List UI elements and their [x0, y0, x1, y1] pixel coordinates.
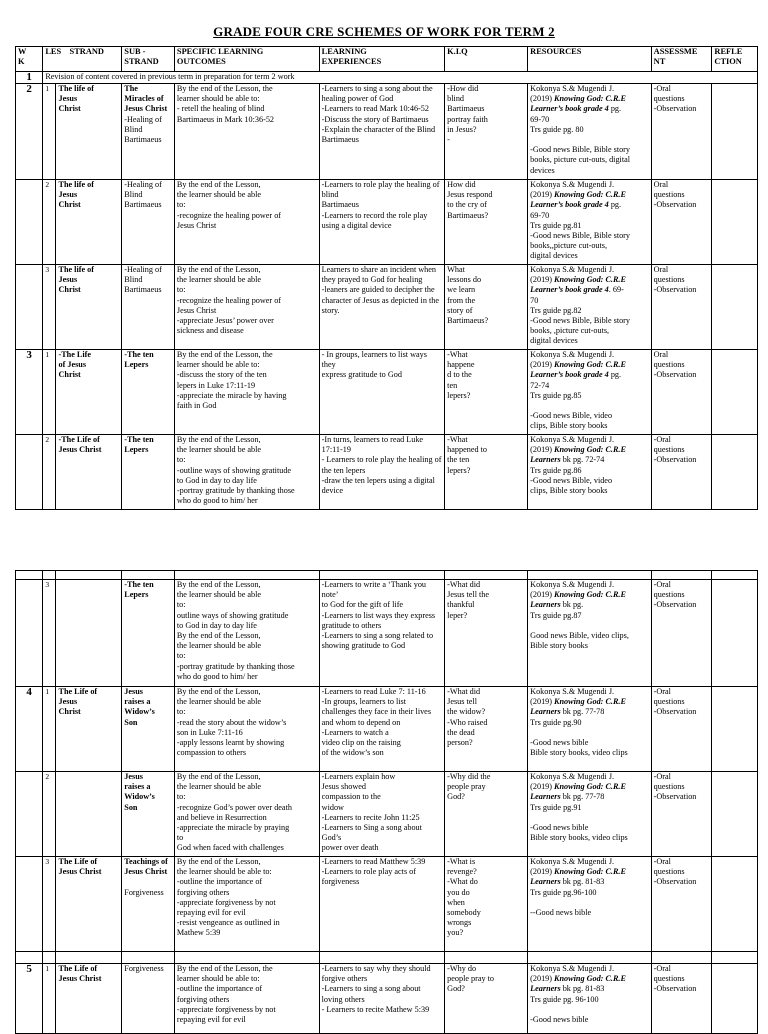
reflection-cell [712, 857, 758, 952]
lesson-number: 3 [43, 580, 56, 687]
resources-author: Kokonya S.& Mugendi J. (2019) [530, 580, 615, 600]
resources-cell [528, 265, 651, 350]
resources-author: Kokonya S.& Mugendi J. (2019) [530, 84, 615, 104]
week-number [16, 180, 43, 265]
learning-experiences-cell: -Learners explain how Jesus showed compassion to the widow -Learners to recite John 11:25 -Learners to Sing a song about God’s power over death [319, 772, 445, 857]
substrand-text: -Healing of Blind Bartimaeus [124, 180, 162, 210]
lesson-number: 1 [43, 964, 56, 1034]
week-number: 3 [16, 350, 43, 435]
header-wk: W K [16, 47, 43, 72]
header-kiq: K.I.Q [445, 47, 528, 72]
resources-book-title: Knowing God: C.R.E Learners [530, 974, 626, 994]
assessment-cell: Oral questions -Observation [651, 265, 712, 350]
strand-cell [56, 580, 122, 687]
kiq-cell: -What did Jesus tell the widow? -Who raised the dead person? [445, 687, 528, 772]
kiq-cell: -Why did the people pray God? [445, 772, 528, 857]
header-substrand: SUB - STRAND [122, 47, 175, 72]
substrand-cell [122, 180, 175, 265]
learning-outcomes-cell: By the end of the Lesson, the learner should be able to: - retell the healing of blind Bartimaeus in Mark 10:36-52 [174, 84, 319, 180]
resources-book-title: Knowing God: C.R.E Learner’s book grade 4 [530, 360, 626, 380]
learning-outcomes-cell: By the end of the Lesson, the learner should be able to: -recognize God’s power over death and believe in Resurrection -appreciate the miracle by praying to God when faced with challenges [174, 772, 319, 857]
substrand-text: -Healing of Blind Bartimaeus [124, 265, 162, 295]
document-title: GRADE FOUR CRE SCHEMES OF WORK FOR TERM 2 [213, 24, 555, 39]
header-reflection: REFLE CTION [712, 47, 758, 72]
learning-experiences-cell: - In groups, learners to list ways they express gratitude to God [319, 350, 445, 435]
resources-book-title: Knowing God: C.R.E Learners [530, 782, 626, 802]
learning-experiences-cell: -Learners to say why they should forgive others -Learners to sing a song about loving others - Learners to recite Mathew 5:39 [319, 964, 445, 1034]
substrand-cell [122, 857, 175, 952]
week-number [16, 772, 43, 857]
kiq-cell: -What is revenge? -What do you do when somebody wrongs you? [445, 857, 528, 952]
assessment-cell: -Oral questions -Observation [651, 687, 712, 772]
assessment-cell: -Oral questions -Observation [651, 435, 712, 510]
assessment-cell: -Oral questions -Observation [651, 580, 712, 687]
assessment-cell: -Oral questions -Observation [651, 857, 712, 952]
lesson-row [16, 180, 758, 265]
assessment-cell: -Oral questions -Observation [651, 84, 712, 180]
resources-cell [528, 772, 651, 857]
week-number: 1 [16, 72, 43, 84]
resources-author: Kokonya S.& Mugendi J. (2019) [530, 180, 615, 200]
substrand-title: Jesus raises a Widow’s Son [124, 687, 155, 727]
resources-cell [528, 435, 651, 510]
kiq-cell: What lessons do we learn from the story of Bartimaeus? [445, 265, 528, 350]
substrand-cell [122, 964, 175, 1034]
reflection-cell [712, 265, 758, 350]
header-assessment: ASSESSME NT [651, 47, 712, 72]
lesson-number: 3 [43, 265, 56, 350]
week-number [16, 435, 43, 510]
reflection-cell [712, 687, 758, 772]
revision-note: Revision of content covered in previous term in preparation for term 2 work [43, 72, 758, 84]
assessment-cell: Oral questions -Observation [651, 180, 712, 265]
resources-author: Kokonya S.& Mugendi J. (2019) [530, 265, 615, 285]
learning-experiences-cell: -Learners to sing a song about the healing power of God -Learners to read Mark 10:46-52 -Discuss the story of Bartimaeus -Explain the character of the Blind Bartimaeus [319, 84, 445, 180]
header-resources: RESOURCES [528, 47, 651, 72]
learning-experiences-cell: -Learners to read Matthew 5:39 -Learners to role play acts of forgiveness [319, 857, 445, 952]
learning-outcomes-cell: By the end of the Lesson, the learner should be able to: -outline the importance of forgiving others -appreciate forgiveness by not repaying evil for evil -resist vengeance as outlined in Mathew 5:39 [174, 857, 319, 952]
resources-cell [528, 350, 651, 435]
lesson-row [16, 964, 758, 1034]
resources-book-title: Knowing God: C.R.E Learner’s book grade 4 [530, 275, 626, 295]
resources-author: Kokonya S.& Mugendi J. (2019) [530, 435, 615, 455]
assessment-cell: -Oral questions -Observation [651, 964, 712, 1034]
resources-book-title: Knowing God: C.R.E Learner’s book grade 4 [530, 94, 626, 114]
reflection-cell [712, 580, 758, 687]
substrand-title: The Miracles of Jesus Christ [124, 84, 168, 114]
assessment-cell: -Oral questions -Observation [651, 772, 712, 857]
substrand-text: Forgiveness [124, 887, 164, 897]
header-le: LEARNING EXPERIENCES [319, 47, 445, 72]
resources-cell [528, 84, 651, 180]
schemes-table-page-1 [15, 46, 758, 510]
learning-experiences-cell: -In turns, learners to read Luke 17:11-19 - Learners to role play the healing of the ten lepers -draw the ten lepers using a digital device [319, 435, 445, 510]
week-number [16, 580, 43, 687]
week-number: 5 [16, 964, 43, 1034]
substrand-cell [122, 84, 175, 180]
resources-details: bk pg. 72-74 Trs guide pg.86 -Good news Bible, video clips, Bible story books [530, 455, 613, 496]
substrand-title: -The ten Lepers [124, 350, 154, 370]
strand-cell: -The Life of Jesus Christ [56, 350, 122, 435]
learning-experiences-cell: Learners to share an incident when they prayed to God for healing -leaners are guided to decipher the character of Jesus as depicted in the story. [319, 265, 445, 350]
header-slo: SPECIFIC LEARNING OUTCOMES [174, 47, 319, 72]
kiq-cell: -What did Jesus tell the thankful leper? [445, 580, 528, 687]
lesson-row [16, 265, 758, 350]
learning-outcomes-cell: By the end of the Lesson, the learner should be able to: -recognize the healing power of Jesus Christ -appreciate Jesus’ power over sickness and disease [174, 265, 319, 350]
resources-book-title: Knowing God: C.R.E Learner’s book grade 4 [530, 190, 626, 210]
kiq-cell: How did Jesus respond to the cry of Bartimaeus? [445, 180, 528, 265]
substrand-cell [122, 265, 175, 350]
resources-details: bk pg. 81-83 Trs guide pg.96-100 --Good news bible [530, 877, 605, 918]
substrand-cell [122, 687, 175, 772]
learning-experiences-cell: -Learners to write a ‘Thank you note’ to God for the gift of life -Learners to list ways they express gratitude to others -Learners to sing a song related to showing gratitude to God [319, 580, 445, 687]
lesson-number: 1 [43, 687, 56, 772]
lesson-number: 2 [43, 180, 56, 265]
learning-experiences-cell: -Learners to role play the healing of blind Bartimaeus -Learners to record the role play using a digital device [319, 180, 445, 265]
substrand-cell [122, 580, 175, 687]
reflection-cell [712, 350, 758, 435]
resources-cell [528, 964, 651, 1034]
strand-cell [56, 772, 122, 857]
blank-separator-row [16, 952, 758, 964]
lesson-number: 3 [43, 857, 56, 952]
substrand-cell [122, 435, 175, 510]
strand-cell: -The Life of Jesus Christ [56, 435, 122, 510]
header-les-strand: LES STRAND [43, 47, 122, 72]
strand-cell: The life of Jesus Christ [56, 84, 122, 180]
resources-book-title: Knowing God: C.R.E Learners [530, 590, 626, 610]
substrand-cell [122, 350, 175, 435]
resources-author: Kokonya S.& Mugendi J. (2019) [530, 350, 615, 370]
resources-book-title: Knowing God: C.R.E Learners [530, 697, 626, 717]
lesson-row [16, 772, 758, 857]
substrand-text: Forgiveness [124, 964, 164, 973]
header-row [16, 47, 758, 72]
resources-details: pg. 69-70 Trs guide pg. 80 -Good news Bible, Bible story books, picture cut-outs, digital devices [530, 104, 631, 175]
kiq-cell: -What happene d to the ten lepers? [445, 350, 528, 435]
week-number: 4 [16, 687, 43, 772]
lesson-row [16, 435, 758, 510]
learning-outcomes-cell: By the end of the Lesson, the learner should be able to: -outline ways of showing gratitude to God in day to day life -portray gratitude by thanking those who do good to him/ her [174, 435, 319, 510]
learning-outcomes-cell: By the end of the Lesson, the learner should be able to: outline ways of showing gratitude to God in day to day life By the end of the Lesson, the learner should be able to: -portray gratitude by thanking those who do good to him/ her [174, 580, 319, 687]
strand-cell: The Life of Jesus Christ [56, 964, 122, 1034]
lesson-row [16, 687, 758, 772]
substrand-title: -The ten Lepers [124, 435, 154, 455]
resources-details: pg. 69-70 Trs guide pg.81 -Good news Bible, Bible story books,,picture cut-outs, digital devices [530, 200, 631, 261]
learning-experiences-cell: -Learners to read Luke 7: 11-16 -In groups, learners to list challenges they face in their lives and whom to depend on -Learners to watch a video clip on the raising of the widow’s son [319, 687, 445, 772]
resources-author: Kokonya S.& Mugendi J. (2019) [530, 772, 615, 792]
resources-cell [528, 180, 651, 265]
resources-details: pg. 72-74 Trs guide pg.85 -Good news Bible, video clips, Bible story books [530, 370, 622, 431]
resources-author: Kokonya S.& Mugendi J. (2019) [530, 857, 615, 877]
learning-outcomes-cell: By the end of the Lesson, the learner should be able to: -recognize the healing power of Jesus Christ [174, 180, 319, 265]
strand-cell: The life of Jesus Christ [56, 180, 122, 265]
resources-details: bk pg. 81-83 Trs guide pg. 96-100 -Good news bible [530, 984, 605, 1025]
lesson-row [16, 580, 758, 687]
resources-author: Kokonya S.& Mugendi J. (2019) [530, 964, 615, 984]
substrand-cell [122, 772, 175, 857]
assessment-cell: Oral questions -Observation [651, 350, 712, 435]
lesson-number: 1 [43, 84, 56, 180]
lesson-row [16, 350, 758, 435]
resources-details: bk pg. 77-78 Trs guide pg.91 -Good news bible Bible story books, video clips [530, 792, 628, 843]
resources-book-title: Knowing God: C.R.E Learners [530, 867, 626, 887]
substrand-title: Jesus raises a Widow’s Son [124, 772, 155, 812]
learning-outcomes-cell: By the end of the Lesson, the learner should be able to: -discuss the story of the ten lepers in Luke 17:11-19 -appreciate the miracle by having faith in God [174, 350, 319, 435]
substrand-title: -The ten Lepers [124, 580, 154, 600]
strand-cell: The Life of Jesus Christ [56, 857, 122, 952]
kiq-cell: -How did blind Bartimaeus portray faith in Jesus? - [445, 84, 528, 180]
substrand-text: -Healing of Blind Bartimaeus [124, 114, 162, 145]
kiq-cell: -What happened to the ten lepers? [445, 435, 528, 510]
week-number [16, 857, 43, 952]
week-1-row [16, 72, 758, 84]
reflection-cell [712, 435, 758, 510]
lesson-row [16, 84, 758, 180]
reflection-cell [712, 772, 758, 857]
reflection-cell [712, 180, 758, 265]
resources-cell [528, 687, 651, 772]
strand-cell: The Life of Jesus Christ [56, 687, 122, 772]
week-number: 2 [16, 84, 43, 180]
substrand-title: Teachings of Jesus Christ [124, 857, 168, 877]
lesson-number: 2 [43, 772, 56, 857]
lesson-number: 2 [43, 435, 56, 510]
strand-cell: The life of Jesus Christ [56, 265, 122, 350]
week-number [16, 265, 43, 350]
learning-outcomes-cell: By the end of the Lesson, the learner should be able to: -read the story about the widow’s son in Luke 7:11-16 -apply lessons learnt by showing compassion to others [174, 687, 319, 772]
resources-book-title: Knowing God: C.R.E Learners [530, 445, 626, 465]
resources-details: . 69- 70 Trs guide pg.82 -Good news Bible, Bible story books, ,picture cut-outs, digital devices [530, 285, 631, 346]
resources-cell [528, 580, 651, 687]
resources-author: Kokonya S.& Mugendi J. (2019) [530, 687, 615, 707]
lesson-row [16, 857, 758, 952]
resources-details: bk pg. Trs guide pg.87 Good news Bible, video clips, Bible story books [530, 600, 629, 651]
lesson-number: 1 [43, 350, 56, 435]
kiq-cell: -Why do people pray to God? [445, 964, 528, 1034]
blank-header-row [16, 571, 758, 580]
learning-outcomes-cell: By the end of the Lesson, the learner should be able to: -outline the importance of forgiving others -appreciate forgiveness by not repaying evil for evil [174, 964, 319, 1034]
reflection-cell [712, 964, 758, 1034]
reflection-cell [712, 84, 758, 180]
schemes-table-page-2 [15, 570, 758, 1034]
resources-details: bk pg. 77-78 Trs guide pg.90 -Good news bible Bible story books, video clips [530, 707, 628, 758]
resources-cell [528, 857, 651, 952]
